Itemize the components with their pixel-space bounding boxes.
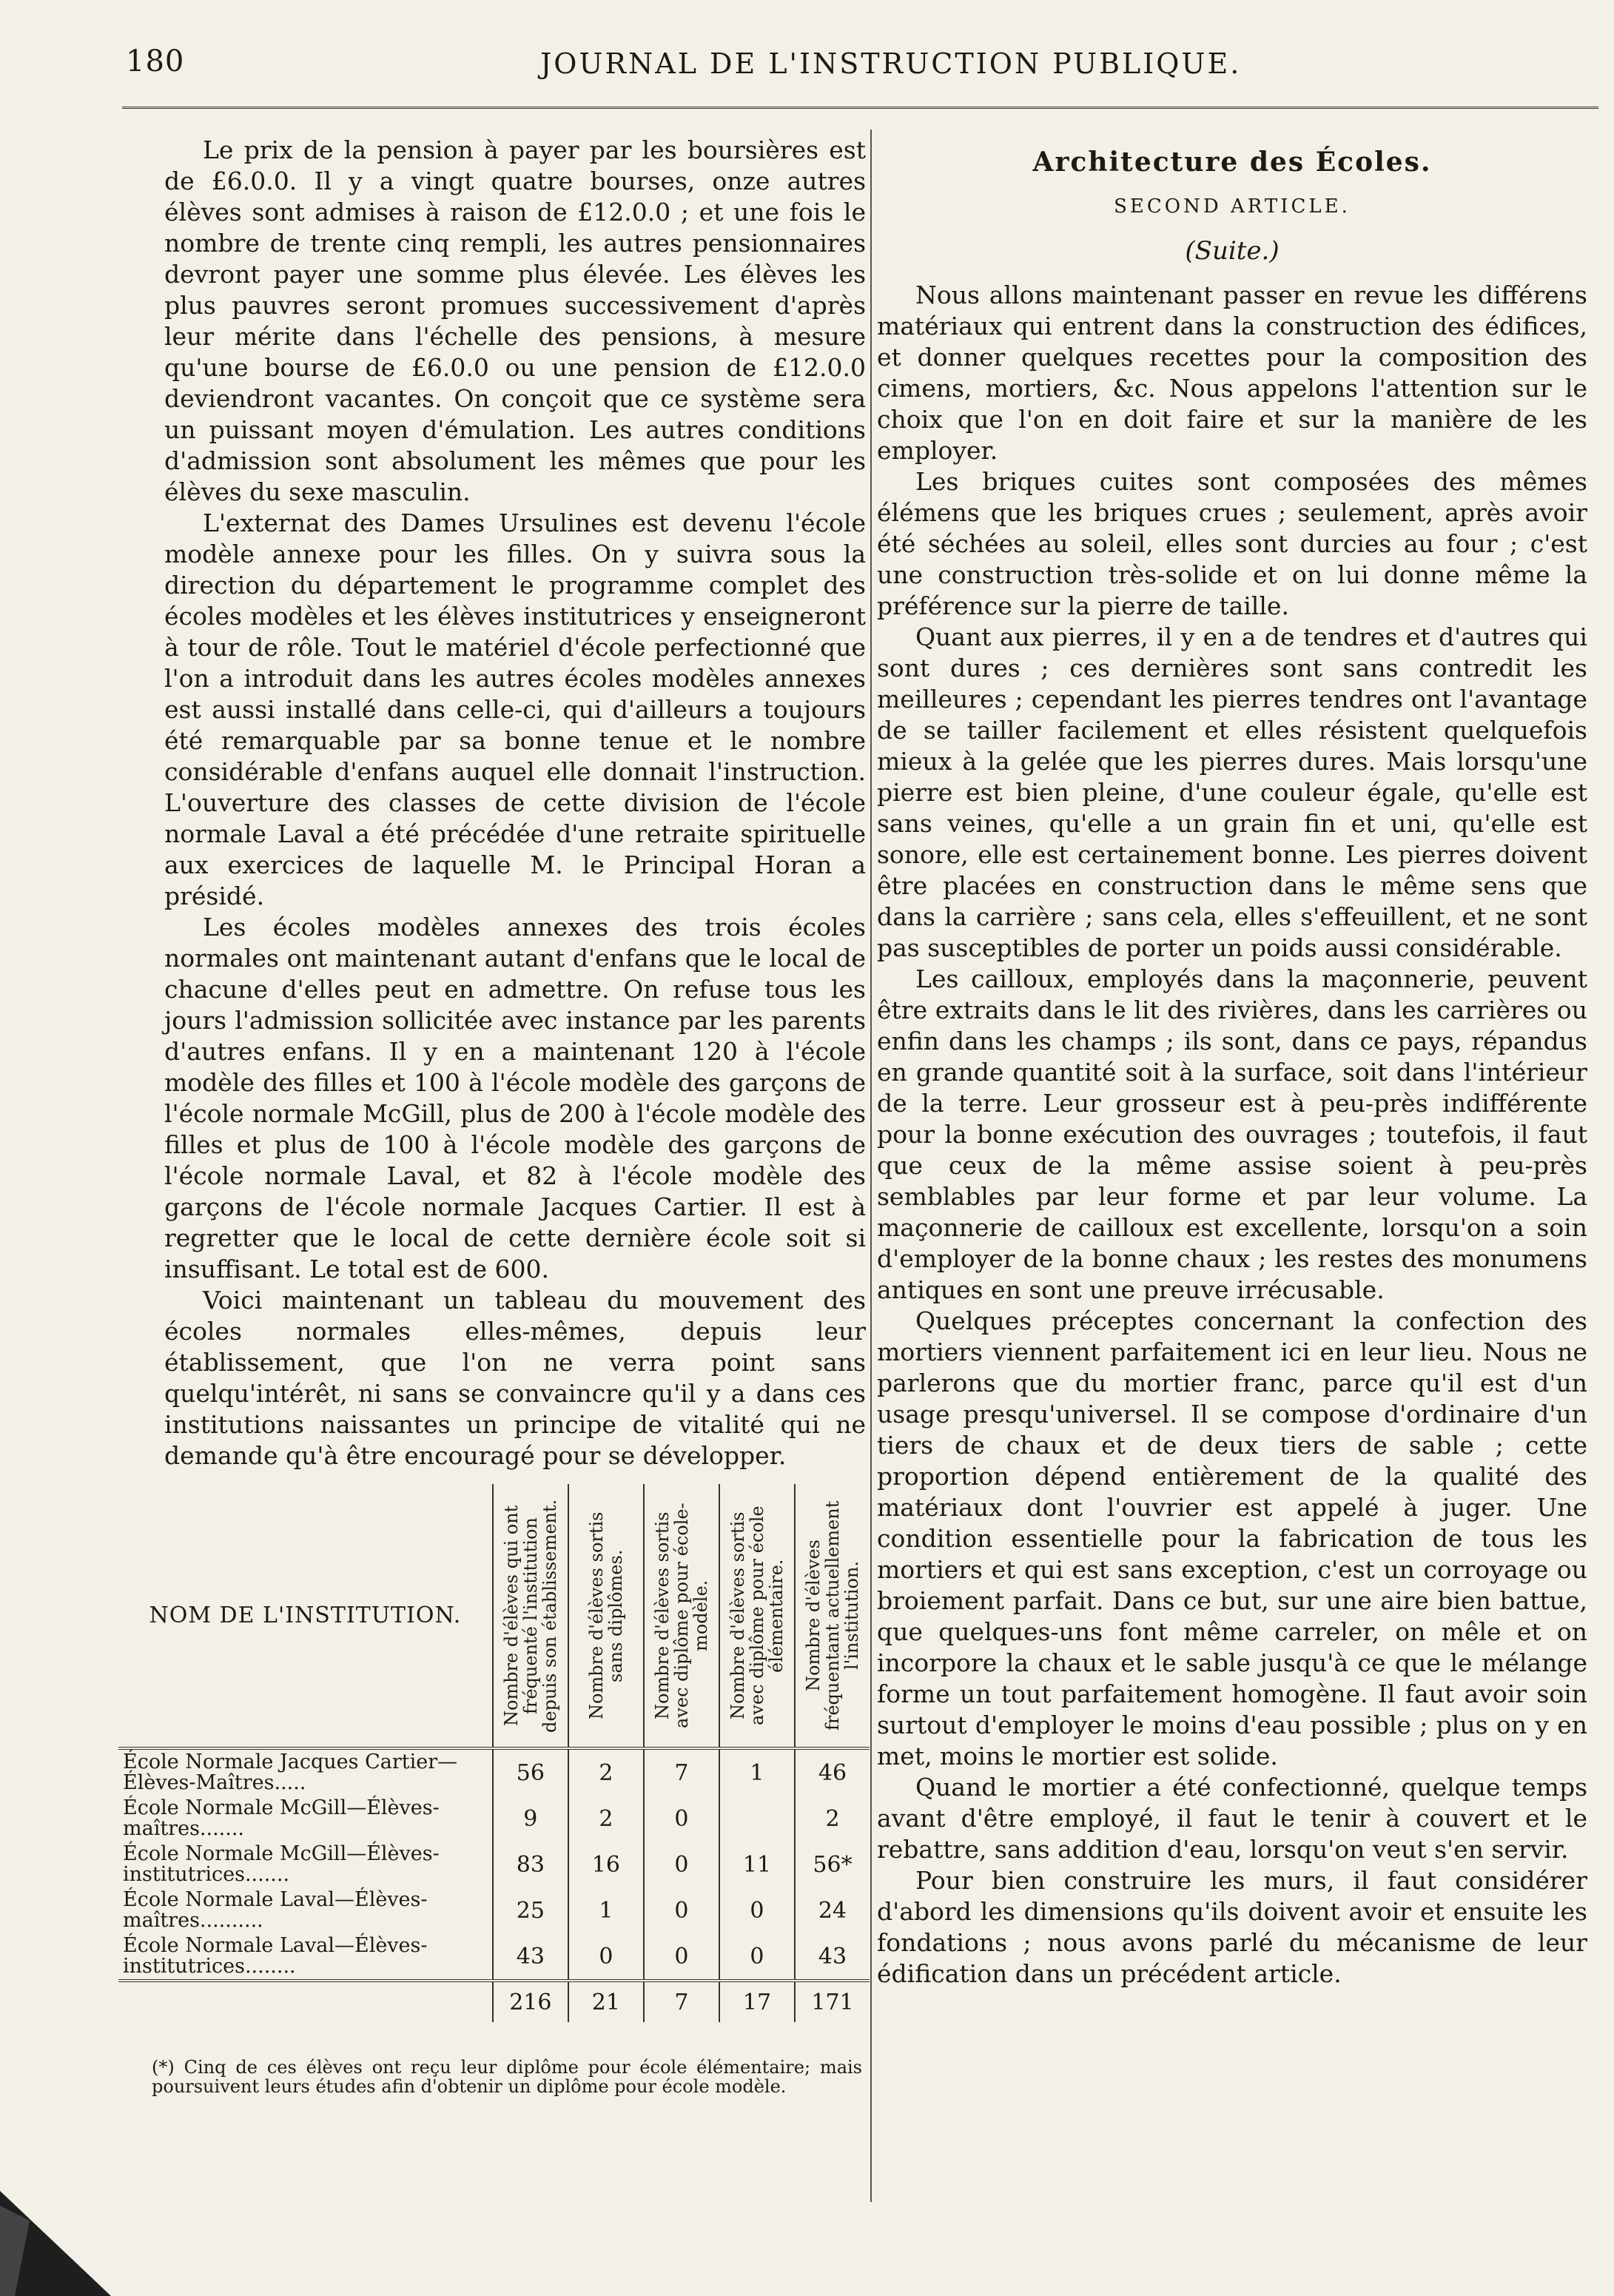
paragraph: Le prix de la pension à payer par les boursières est de £6.0.0. Il y a vingt quatre bourses, onze autres élèves sont admises à raison de £12.0.0 ; et une fois le nombre de trente cinq rempli, les autres pensionnaires devront payer une somme plus élevée. Les élèves les plus pauvres seront promues successivement d'après leur mérite dans l'échelle des pensions, à mesure qu'une bourse de £6.0.0 ou une pension de £12.0.0 deviendront vacantes. On conçoit que ce système sera un puissant moyen d'émulation. Les autres conditions d'admission sont absolument les mêmes que pour les élèves du sexe masculin. [164,135,866,506]
table-row [118,1887,870,1933]
footnote-text: (*) Cinq de ces élèves ont reçu leur diplôme pour école élémentaire; mais poursuivent leurs études afin d'obtenir un diplôme pour école modèle. [152,2057,862,2097]
column-header: Nombre d'élèves sortis sans diplômes. [568,1484,644,1748]
paragraph: Quant aux pierres, il y en a de tendres et d'autres qui sont dures ; ces dernières sont sans contredit les meilleures ; cependant les pierres tendres ont l'avantage de se tailler facilement et elles résistent quelquefois mieux à la gelée que les pierres dures. Mais lorsqu'une pierre est bien pleine, d'une couleur égale, qu'elle est sans veines, qu'elle a un grain fin et uni, qu'elle est sonore, elle est certainement bonne. Les pierres doivent être placées en construction dans le même sens que dans la carrière ; sans cela, elles s'effeuillent, et ne sont pas susceptibles de porter un poids aussi considérable. [877,622,1587,962]
table-total-row [118,1981,870,2022]
table-cell [719,1796,795,1842]
article-suite: (Suite.) [1185,236,1280,266]
table-header-row [118,1484,870,1748]
table-cell: 25 [493,1887,568,1933]
institution-name: École Normale Jacques Cartier—Élèves-Maîtres..... [123,1750,458,1794]
table-cell: 2 [568,1748,644,1796]
table-cell: 0 [719,1933,795,1981]
table-cell: 0 [644,1796,719,1842]
table-cell: 7 [644,1748,719,1796]
table-cell: 1 [568,1887,644,1933]
total-cell: 7 [644,1981,719,2022]
table-cell: 9 [493,1796,568,1842]
article-title: Architecture des Écoles. [1032,147,1432,178]
column-divider [870,130,872,2202]
table-cell: 56 [493,1748,568,1796]
table-cell: 56* [795,1842,870,1887]
table-cell: 11 [719,1842,795,1887]
table-cell: 0 [644,1887,719,1933]
paragraph: L'externat des Dames Ursulines est devenu l'école modèle annexe pour les filles. On y suivra sous la direction du département le programme complet des écoles modèles et les élèves institutrices y enseigneront à tour de rôle. Tout le matériel d'école perfectionné que l'on a introduit dans les autres écoles modèles annexes est aussi installé dans celle-ci, qui d'ailleurs a toujours été remarquable par sa bonne tenue et le nombre considérable d'enfans auquel elle donnait l'instruction. L'ouverture des classes de cette division de l'école normale Laval a été précédée d'une retraite spirituelle aux exercices de laquelle M. le Principal Horan a présidé. [164,508,866,910]
table-cell: 24 [795,1887,870,1933]
journal-title: JOURNAL DE L'INSTRUCTION PUBLIQUE. [540,47,1242,80]
paragraph: Voici maintenant un tableau du mouvement des écoles normales elles-mêmes, depuis leur établissement, que l'on ne verra point sans quelqu'intérêt, ni sans se convaincre qu'il y a dans ces institutions naissantes un principe de vitalité qui ne demande qu'à être encouragé pour se développer. [164,1286,866,1470]
header-rule [122,107,1598,109]
right-column [877,135,1587,1990]
column-header: Nombre d'élèves qui ont fréquenté l'institution depuis son établissement. [493,1484,568,1748]
table-cell: 1 [719,1748,795,1796]
column-header: Nombre d'élèves fréquentant actuellement l'institution. [795,1484,870,1748]
total-cell: 17 [719,1981,795,2022]
paragraph: Les briques cuites sont composées des mêmes élémens que les briques crues ; seulement, après avoir été séchées au soleil, elles sont durcies au four ; c'est une construction très-solide et on lui donne même la préférence sur la pierre de taille. [877,467,1587,620]
table-row [118,1748,870,1796]
table-cell: 83 [493,1842,568,1887]
table-cell: 43 [795,1933,870,1981]
institution-name: École Normale Laval—Élèves-institutrices........ [123,1934,428,1978]
total-cell: 216 [493,1981,568,2022]
table-footnote [152,2058,862,2096]
table-cell: 0 [644,1842,719,1887]
total-cell: 21 [568,1981,644,2022]
paragraph: Les cailloux, employés dans la maçonnerie, peuvent être extraits dans le lit des rivières, dans les carrières ou enfin dans les champs ; ils sont, dans ce pays, répandus en grande quantité soit à la surface, soit dans l'intérieur de la terre. Leur grosseur est à peu-près indifférente pour la bonne exécution des ouvrages ; toutefois, il faut que ceux de la même assise soient à peu-près semblables par leur forme et par leur volume. La maçonnerie de cailloux est excellente, lorsqu'on a soin d'employer de la bonne chaux ; les restes des monumens antiques en sont une preuve irrécusable. [877,964,1587,1304]
table-cell: 46 [795,1748,870,1796]
table-cell: 0 [644,1933,719,1981]
institution-name: École Normale Laval—Élèves-maîtres.......... [123,1888,428,1932]
table-row [118,1842,870,1887]
normal-schools-table [118,1484,870,2022]
article-subtitle: SECOND ARTICLE. [1114,195,1351,218]
table-cell: 0 [719,1887,795,1933]
left-column [164,135,866,1471]
institution-name: École Normale McGill—Élèves-maîtres....... [123,1796,440,1840]
paragraph: Pour bien construire les murs, il faut considérer d'abord les dimensions qu'ils doivent avoir et ensuite les fondations ; nous avons parlé du mécanisme de leur édification dans un précédent article. [877,1866,1587,1988]
table-cell: 43 [493,1933,568,1981]
table-cell: 2 [568,1796,644,1842]
paragraph: Les écoles modèles annexes des trois écoles normales ont maintenant autant d'enfans que le local de chacune d'elles peut en admettre. On refuse tous les jours l'admission sollicitée avec instance par les parents d'autres enfans. Il y en a maintenant 120 à l'école modèle des filles et 100 à l'école modèle des garçons de l'école normale McGill, plus de 200 à l'école modèle des filles et plus de 100 à l'école modèle des garçons de l'école normale Laval, et 82 à l'école modèle des garçons de l'école normale Jacques Cartier. Il est à regretter que le local de cette dernière école soit si insuffisant. Le total est de 600. [164,913,866,1283]
column-header: Nombre d'élèves sortis avec diplôme pour école-modèle. [644,1484,719,1748]
table-row [118,1796,870,1842]
table-cell: 16 [568,1842,644,1887]
paragraph: Quand le mortier a été confectionné, quelque temps avant d'être employé, il faut le tenir à couvert et le rebattre, sans addition d'eau, lorsqu'on veut s'en servir. [877,1773,1587,1864]
column-header: Nombre d'élèves sortis avec diplôme pour école élémentaire. [719,1484,795,1748]
paragraph: Nous allons maintenant passer en revue les différens matériaux qui entrent dans la construction des édifices, et donner quelques recettes pour la composition des cimens, mortiers, &c. Nous appelons l'attention sur le choix que l'on en doit faire et sur la manière de les employer. [877,281,1587,465]
table-cell: 2 [795,1796,870,1842]
table-cell: 0 [568,1933,644,1981]
table-row [118,1933,870,1981]
scan-corner-shadow [0,2161,111,2296]
institution-name-header: NOM DE L'INSTITUTION. [118,1484,493,1748]
paragraph: Quelques préceptes concernant la confection des mortiers viennent parfaitement ici en leur lieu. Nous ne parlerons que du mortier franc, parce qu'il est d'un usage presqu'universel. Il se compose d'ordinaire d'un tiers de chaux et de deux tiers de sable ; cette proportion dépend entièrement de la qualité des matériaux dont l'ouvrier est appelé à juger. Une condition essentielle pour la fabrication de tous les mortiers et qui est sans exception, c'est un corroyage ou broiement parfait. Dans ce but, sur une aire bien battue, que quelques-uns font même carreler, on mêle et on incorpore la chaux et le sable jusqu'à ce que le mélange forme un tout parfaitement homogène. Il faut avoir soin surtout d'employer le moins d'eau possible ; plus on y en met, moins le mortier est solide. [877,1306,1587,1770]
total-label-cell [118,1981,493,2022]
total-cell: 171 [795,1981,870,2022]
institution-name: École Normale McGill—Élèves-institutrices....... [123,1842,440,1886]
page-number: 180 [126,44,185,78]
running-head [126,37,1495,89]
